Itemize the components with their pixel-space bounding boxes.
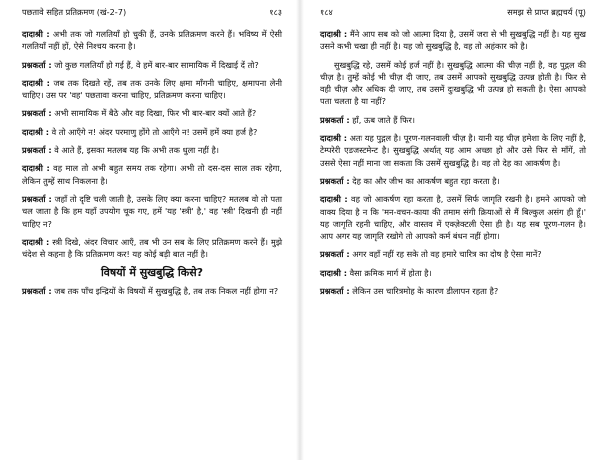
speaker-label: दादाश्री : [320,194,348,205]
paragraph [320,193,586,242]
paragraph-text: जब तक दिखते रहें, तब तक उनके लिए क्षमा माँगनी चाहिए, क्षमापना लेनी चाहिए। उस पर 'वह' पछतावा करना चाहिए, प्रतिक्रमण करना चाहिए। [22,77,283,101]
speaker-label: दादाश्री : [22,236,50,247]
paragraph-text: मैंने आप सब को जो आत्मा दिया है, उसमें जरा से भी सुखबुद्धि नहीं है। यह सुख उसने कभी चखा ही नहीं है। यह जो सुखबुद्धि है, वह तो अहंकार को है। [320,29,586,52]
paragraph [22,77,282,102]
section-heading: विषयों में सुखबुद्धि किसे? [100,266,204,280]
speaker-label: दादाश्री : [22,29,50,39]
paragraph-text: जब तक पाँच इन्द्रियों के विषयों में सुखबुद्धि है, तब तक निकल नहीं होगा न? [51,286,279,297]
paragraph [22,285,282,297]
paragraph-text: वह माल तो अभी बहुत समय तक रहेगा। अभी तो दस-दस साल तक रहेगा, लेकिन तुम्हें साथ निकलना है। [22,163,282,186]
paragraph [320,132,586,169]
paragraph [320,285,586,297]
paragraph-text: स्त्री दिखे, अंदर विचार आएँ, तब भी उन सब के लिए प्रतिक्रमण करने हैं। मुझे चंदेश से कहना है कि प्रतिक्रमण कर! यह कोई बड़ी बात नहीं है। [22,236,283,260]
paragraph-text: अगर वहाँ नहीं रह सके तो वह हमारे चारित्र का दोष है ऐसा मानें? [349,249,542,260]
right-running-title: समझ से प्राप्त ब्रह्मचर्य (पू) [507,7,586,17]
paragraph [22,126,282,138]
paragraph [320,28,586,53]
paragraph-text: सुखबुद्धि रहे, उसमें कोई हर्ज नहीं है। सुखबुद्धि आत्मा की चीज़ नहीं है, वह पुद्गल की चीज़ है। तुम्हें कोई भी चीज़ दी जाए, तब उसमें आपको सुखबुद्धि उत्पन्न होती है। फिर से वही चीज़ और अधिक दी जाए, तब उसमें दुःखबुद्धि भी उत्पन्न हो सकती है। ऐसा आपको पता चलता है या नहीं? [320,59,586,107]
speaker-label: दादाश्री : [320,133,347,144]
paragraph [320,175,586,187]
speaker-label: दादाश्री : [22,77,50,88]
speaker-label: दादाश्री : [320,267,347,278]
left-page-number: १८३ [269,7,282,17]
paragraph-text: वे तो आएँगे न! अंदर परमाणु होंगे तो आएँगे न! उसमें हमें क्या हर्ज है? [48,126,258,137]
paragraph-text: जो कुछ गलतियाँ हो गई हैं, वे हमें बार-बार सामायिक में दिखाई दें तो? [51,59,259,70]
right-page [306,0,600,460]
speaker-label: दादाश्री : [22,126,49,137]
paragraph [22,59,282,71]
paragraph [22,28,282,53]
paragraph [22,107,282,119]
left-running-head [22,6,282,18]
paragraph-text: वैसा क्रमिक मार्ग में होता है। [346,267,432,278]
speaker-label: प्रश्नकर्ता : [320,175,350,186]
paragraph-text: वह जो आकर्षण रहा करता है, उसमें सिर्फ जागृति रखनी है। हमने आपको जो वाक्य दिया है न कि 'मन-वचन-काया की तमाम संगी क्रियाओं से मैं बिल्कुल असंग ही हूँ।' यह जागृति रहनी चाहिए, और वास्तव में एक्ज़ेक्टली ऐसा ही है। यह सब पूरण-गलन है। आप अगर यह जागृति रखोगे तो आपको कर्म बंधन नहीं होगा। [320,194,586,242]
paragraph [320,114,586,126]
paragraph [22,162,282,187]
paragraph-text: अभी सामायिक में बैठे और वह दिखा, फिर भी बार-बार क्यों आते हैं? [51,108,257,119]
speaker-label: प्रश्नकर्ता : [22,193,52,204]
paragraph-text: वे आते हैं, इसका मतलब यह कि अभी तक धुला नहीं है। [51,145,219,156]
speaker-label: प्रश्नकर्ता : [22,145,52,156]
paragraph [22,193,282,230]
left-page [0,0,294,460]
speaker-label: प्रश्नकर्ता : [320,114,350,125]
paragraph-text: लेकिन उस चारित्रमोह के कारण डीलापन रहता है? [349,286,499,297]
paragraph [320,59,586,108]
book-gutter [296,0,304,460]
paragraph [320,267,586,279]
paragraph [22,236,282,261]
speaker-label: प्रश्नकर्ता : [320,249,350,260]
speaker-label: प्रश्नकर्ता : [22,286,52,297]
paragraph-text: देह का और जीभ का आकर्षण बहुत रहा करता है। [349,175,500,186]
paragraph-text: अभी तक जो गलतियाँ हो चुकी हैं, उनके प्रतिक्रमण करने हैं। भविष्य में ऐसी गलतियाँ नहीं हों, ऐसे निश्चय करना है। [22,29,282,52]
paragraph [320,248,586,260]
left-running-title: पछतावे सहित प्रतिक्रमण (खं-2-7) [22,7,127,17]
paragraph-text: हाँ, ऊब जाते हैं फिर। [349,114,415,125]
speaker-label: प्रश्नकर्ता : [22,108,52,119]
right-page-number: १८४ [320,7,333,17]
speaker-label: दादाश्री : [22,163,50,174]
paragraph-text: जहाँ तो दृष्टि चली जाती है, उसके लिए क्या करना चाहिए? मतलब वो तो पता चल जाता है कि हम यहाँ उपयोग चूक गए, हमें 'यह 'स्त्री' है,' वह 'स्त्री' दिखनी ही नहीं चाहिए न? [22,193,282,229]
speaker-label: प्रश्नकर्ता : [22,59,52,70]
speaker-label: प्रश्नकर्ता : [320,286,350,297]
right-running-head [320,6,586,18]
speaker-label: दादाश्री : [320,29,348,39]
paragraph [22,144,282,156]
paragraph-text: अतः यह पुद्गल है। पूरण-गलनवाली चीज़ है। यानी यह चीज़ हमेशा के लिए नहीं है, टेम्परेरी एडजस्टमेन्ट है। सुखबुद्धि अर्थात् यह आम अच्छा हो और उसे फिर से माँगें, तो उससे ऐसा नहीं माना जा सकता कि उसमें सुखबुद्धि है। वह तो देह का आकर्षण है। [320,133,587,168]
